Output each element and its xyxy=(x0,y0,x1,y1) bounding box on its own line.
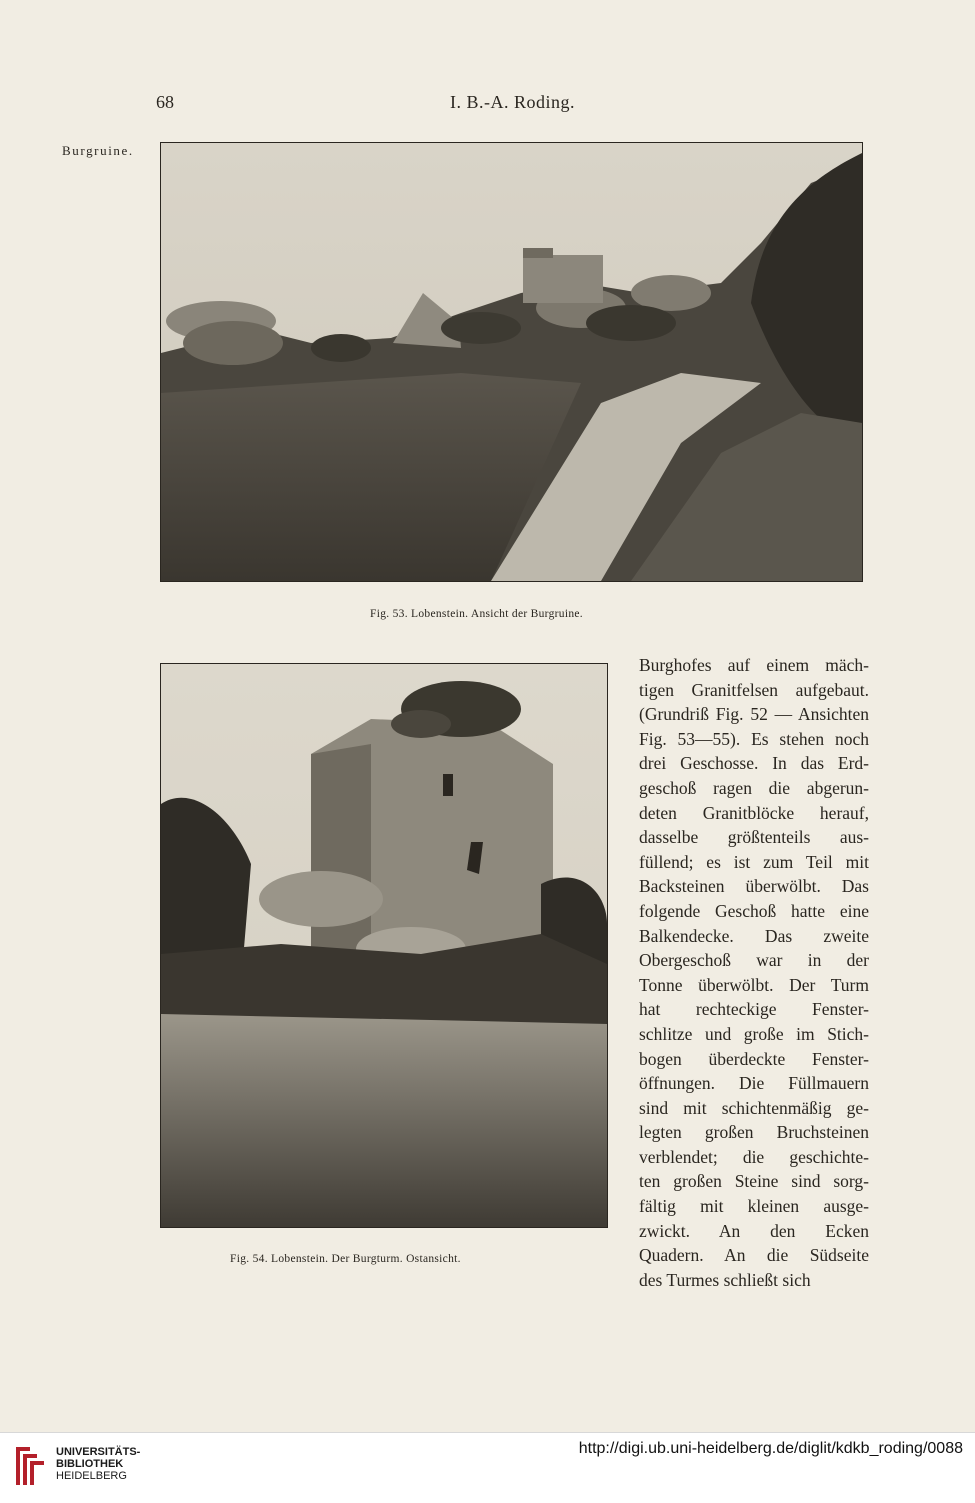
text-line: hat rechteckige Fenster- xyxy=(639,999,869,1020)
castle-tower-image xyxy=(161,664,607,1227)
text-line: (Grundriß Fig. 52 — Ansichten xyxy=(639,704,869,725)
library-name xyxy=(56,1446,140,1482)
text-line: drei Geschosse. In das Erd- xyxy=(639,753,869,774)
text-line: folgende Geschoß hatte eine xyxy=(639,900,869,921)
text-line: Balkendecke. Das zweite xyxy=(639,925,869,946)
text-line: schlitze und große im Stich- xyxy=(639,1023,869,1044)
text-line: zwickt. An den Ecken xyxy=(639,1220,869,1241)
source-url-link[interactable]: http://digi.ub.uni-heidelberg.de/diglit/kdkb_roding/0088 xyxy=(578,1440,963,1457)
text-line: Backsteinen überwölbt. Das xyxy=(639,876,869,897)
library-name-line2: BIBLIOTHEK xyxy=(56,1458,124,1470)
running-head: I. B.-A. Roding. xyxy=(450,92,575,112)
page-number: 68 xyxy=(156,92,174,112)
text-line: deten Granitblöcke herauf, xyxy=(639,802,869,823)
figure-54-photo xyxy=(160,663,608,1228)
text-line: des Turmes schließt sich xyxy=(639,1269,811,1290)
text-line: bogen überdeckte Fenster- xyxy=(639,1048,869,1069)
text-line: legten großen Bruchsteinen xyxy=(639,1122,869,1143)
text-line: tigen Granitfelsen aufgebaut. xyxy=(639,679,869,700)
castle-ruin-landscape-image xyxy=(161,143,862,581)
text-line: dasselbe größtenteils aus- xyxy=(639,827,869,848)
figure-53-photo xyxy=(160,142,863,582)
text-line: ten großen Steine sind sorg- xyxy=(639,1171,869,1192)
text-line: fältig mit kleinen ausge- xyxy=(639,1196,869,1217)
text-line: sind mit schichtenmäßig ge- xyxy=(639,1097,869,1118)
text-line: Tonne überwölbt. Der Turm xyxy=(639,974,869,995)
text-line: geschoß ragen die abgerun- xyxy=(639,777,869,798)
text-line: Quadern. An die Südseite xyxy=(639,1245,869,1266)
text-line: öffnungen. Die Füllmauern xyxy=(639,1073,869,1094)
text-line: Obergeschoß war in der xyxy=(639,950,869,971)
body-text-column xyxy=(639,653,869,1292)
text-line: Burghofes auf einem mäch- xyxy=(639,655,869,675)
figure-54-caption: Fig. 54. Lobenstein. Der Burgturm. Ostansicht. xyxy=(230,1253,461,1265)
library-logo-icon xyxy=(12,1443,48,1489)
figure-53-caption: Fig. 53. Lobenstein. Ansicht der Burgruine. xyxy=(370,608,583,620)
text-line: Fig. 53—55). Es stehen noch xyxy=(639,728,869,749)
margin-note: Burgruine. xyxy=(62,143,134,158)
library-name-line3: HEIDELBERG xyxy=(56,1470,127,1482)
library-name-line1: UNIVERSITÄTS- xyxy=(56,1446,141,1458)
text-line: füllend; es ist zum Teil mit xyxy=(639,851,869,872)
text-line: verblendet; die geschichte- xyxy=(639,1146,869,1167)
